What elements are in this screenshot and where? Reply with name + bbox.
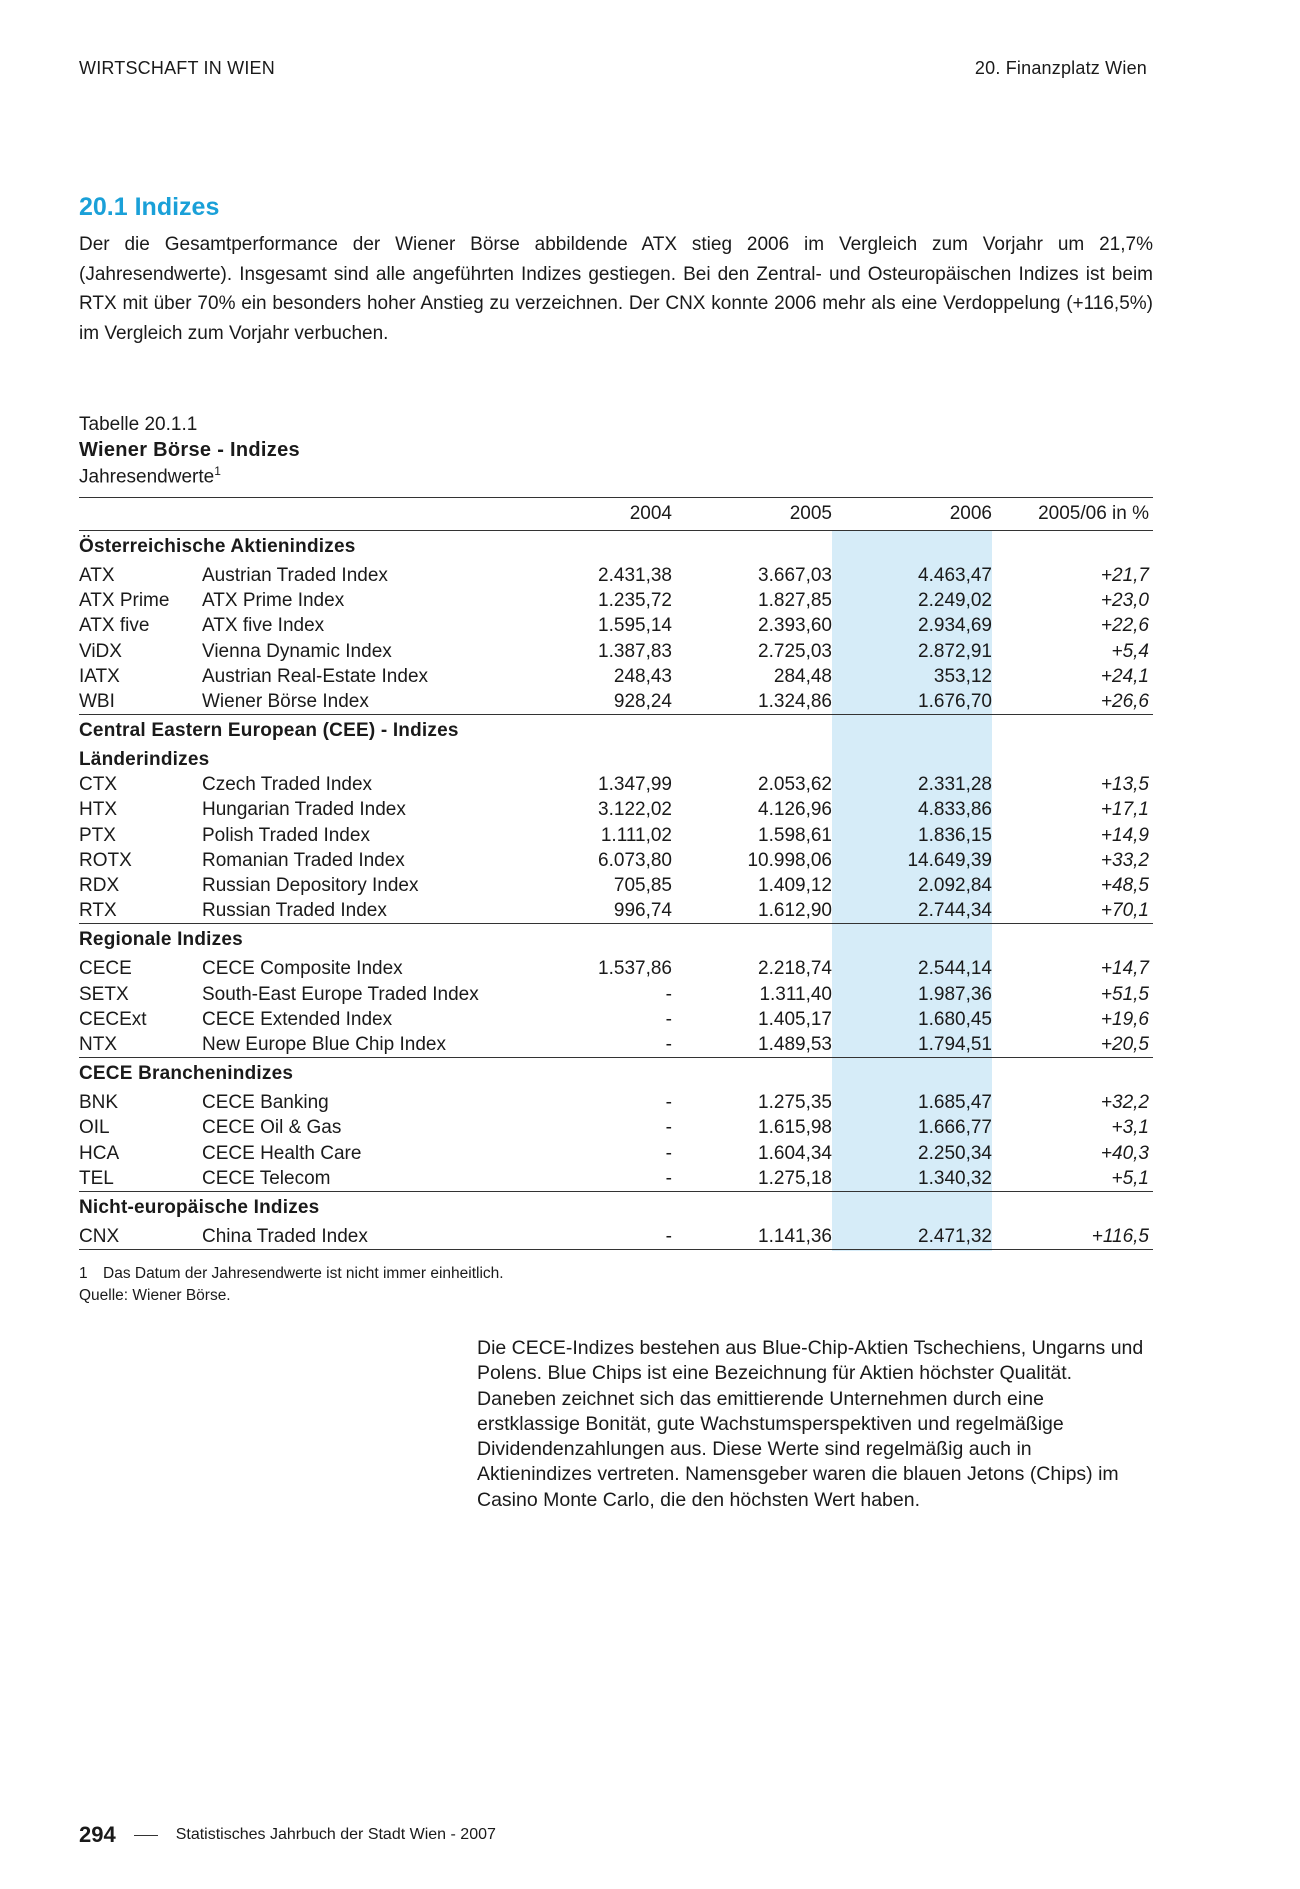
value-2005: 1.615,98	[758, 1117, 832, 1139]
table-row	[79, 1115, 1153, 1140]
value-2004: -	[665, 1167, 672, 1189]
group-heading-row	[79, 531, 1153, 564]
group-heading: Regionale Indizes	[79, 924, 1153, 957]
index-table-container	[79, 497, 1153, 1250]
index-name: CECE Telecom	[202, 1167, 331, 1189]
index-code: RDX	[79, 875, 120, 897]
group-heading: Nicht-europäische Indizes	[79, 1192, 1153, 1225]
index-code: ViDX	[79, 640, 122, 662]
footnote-marker: 1	[214, 464, 221, 478]
table-row	[79, 613, 1153, 638]
change-percent: +3,1	[1111, 1117, 1149, 1139]
index-code: RTX	[79, 900, 117, 922]
group-heading-row	[79, 715, 1153, 748]
index-name: CECE Extended Index	[202, 1008, 393, 1030]
value-2005: 1.604,34	[758, 1142, 832, 1164]
index-code: OIL	[79, 1117, 110, 1139]
value-2005: 284,48	[773, 665, 832, 687]
index-code: SETX	[79, 983, 129, 1005]
value-2006: 1.794,51	[918, 1034, 992, 1056]
value-2004: 1.347,99	[598, 774, 672, 796]
group-heading: CECE Branchenindizes	[79, 1058, 1153, 1091]
value-2004: 928,24	[613, 691, 672, 713]
header-2004: 2004	[577, 498, 676, 531]
index-name: Romanian Traded Index	[202, 849, 405, 871]
change-percent: +51,5	[1100, 983, 1149, 1005]
value-2004: 1.111,02	[600, 824, 672, 846]
value-2004: 705,85	[613, 875, 672, 897]
table-row	[79, 1007, 1153, 1032]
index-code: ROTX	[79, 849, 132, 871]
value-2005: 4.126,96	[758, 799, 832, 821]
table-number: Tabelle 20.1.1	[79, 414, 198, 435]
value-2004: 3.122,02	[598, 799, 672, 821]
change-percent: +22,6	[1100, 615, 1149, 637]
value-2005: 1.311,40	[759, 983, 832, 1005]
index-name: Russian Traded Index	[202, 900, 387, 922]
value-2006: 2.331,28	[918, 774, 992, 796]
value-2004: 248,43	[613, 665, 672, 687]
value-2004: 1.387,83	[598, 640, 672, 662]
index-name: ATX Prime Index	[202, 590, 345, 612]
table-footnotes	[79, 1263, 504, 1307]
group-heading-row	[79, 1192, 1153, 1225]
footnote	[79, 1263, 504, 1285]
change-percent: +19,6	[1100, 1008, 1149, 1030]
value-2005: 1.141,36	[676, 1224, 836, 1250]
index-name: CECE Banking	[202, 1092, 329, 1114]
table-row	[79, 823, 1153, 848]
index-name: CECE Composite Index	[202, 958, 403, 980]
index-code: CECE	[79, 958, 132, 980]
table-body	[79, 531, 1153, 1250]
table-row	[79, 1090, 1153, 1115]
index-name: China Traded Index	[202, 1224, 577, 1250]
index-code: HCA	[79, 1142, 120, 1164]
index-code: TEL	[79, 1167, 114, 1189]
change-percent: +40,3	[1100, 1142, 1149, 1164]
value-2004: 2.431,38	[598, 565, 672, 586]
index-code: ATX	[79, 565, 115, 586]
table-row	[79, 772, 1153, 797]
change-percent: +13,5	[1100, 774, 1149, 796]
index-name: New Europe Blue Chip Index	[202, 1034, 446, 1056]
value-2005: 1.405,17	[758, 1008, 832, 1030]
change-percent: +5,4	[1111, 640, 1149, 662]
value-2005: 10.998,06	[747, 849, 832, 871]
value-2006: 2.934,69	[918, 615, 992, 637]
table-row	[79, 588, 1153, 613]
footer-dash	[134, 1835, 158, 1836]
table-row	[79, 956, 1153, 981]
value-2004: -	[665, 1117, 672, 1139]
value-2004: -	[665, 1008, 672, 1030]
change-percent: +33,2	[1100, 849, 1149, 871]
index-code: CECExt	[79, 1008, 147, 1030]
change-percent: +23,0	[1100, 590, 1149, 612]
value-2005: 1.409,12	[758, 875, 832, 897]
group-heading: Österreichische Aktienindizes	[79, 536, 356, 557]
value-2004: -	[665, 983, 672, 1005]
change-percent: +14,7	[1100, 958, 1149, 980]
group-heading-row	[79, 1058, 1153, 1091]
table-subtitle	[79, 464, 221, 488]
value-2006: 2.250,34	[918, 1142, 992, 1164]
value-2005: 1.612,90	[758, 900, 832, 922]
change-percent: +70,1	[1100, 900, 1149, 922]
table-row	[79, 982, 1153, 1007]
header-change-percent: 2005/06 in %	[996, 498, 1153, 531]
index-name: Hungarian Traded Index	[202, 799, 406, 821]
value-2006: 14.649,39	[907, 849, 992, 871]
change-percent: +17,1	[1100, 799, 1149, 821]
value-2006: 2.471,32	[836, 1224, 996, 1250]
header-2006: 2006	[836, 498, 996, 531]
table-title: Wiener Börse - Indizes	[79, 439, 300, 461]
intro-paragraph: Der die Gesamtperformance der Wiener Börse abbildende ATX stieg 2006 im Vergleich zum Vorjahr um 21,7% (Jahresendwerte). Insgesamt sind alle angeführten Indizes gestiegen. Bei den Zentral- und Osteuropäischen Indizes ist beim RTX mit über 70% ein besonders hoher Anstieg zu verzeichnen. Der CNX konnte 2006 mehr als eine Verdoppelung (+116,5%) im Vergleich zum Vorjahr verbuchen.	[79, 234, 1153, 344]
value-2004: 1.235,72	[598, 590, 672, 612]
index-name: Polish Traded Index	[202, 824, 370, 846]
value-2006: 2.249,02	[918, 590, 992, 612]
table-row	[79, 873, 1153, 898]
table-row	[79, 898, 1153, 924]
source-line: Quelle: Wiener Börse.	[79, 1287, 231, 1304]
table-row	[79, 689, 1153, 715]
change-percent: +24,1	[1100, 665, 1149, 687]
index-name: Austrian Real-Estate Index	[202, 665, 429, 687]
value-2005: 1.275,35	[758, 1092, 832, 1114]
change-percent: +5,1	[1111, 1167, 1149, 1189]
table-row	[79, 1032, 1153, 1058]
footnote-number: 1	[79, 1265, 88, 1282]
header-name	[202, 498, 577, 531]
value-2004: 6.073,80	[598, 849, 672, 871]
value-2005: 2.393,60	[758, 615, 832, 637]
header-code	[79, 498, 202, 531]
index-code: CNX	[79, 1224, 202, 1250]
value-2004: 1.537,86	[598, 958, 672, 980]
table-row	[79, 848, 1153, 873]
table-header-row	[79, 498, 1153, 531]
table-row	[79, 639, 1153, 664]
value-2006: 1.676,70	[918, 691, 992, 713]
header-2005: 2005	[676, 498, 836, 531]
value-2006: 2.092,84	[918, 875, 992, 897]
table-row	[79, 1141, 1153, 1166]
value-2006: 353,12	[933, 665, 992, 687]
index-code: WBI	[79, 691, 115, 713]
info-box-text: Die CECE-Indizes bestehen aus Blue-Chip-Aktien Tschechiens, Ungarns und Polens. Blue Chips ist eine Bezeichnung für Aktien höchster Qualität. Daneben zeichnet sich das emittierende Unternehmen durch eine erstklassige Bonität, gute Wachstumsperspektiven und regelmäßige Dividendenzahlungen aus. Diese Werte sind regelmäßig auch in Aktienindizes vertreten. Namensgeber waren die blauen Jetons (Chips) im Casino Monte Carlo, die den höchsten Wert haben.	[477, 1337, 1144, 1511]
index-name: CECE Health Care	[202, 1142, 362, 1164]
change-percent: +48,5	[1100, 875, 1149, 897]
value-2006: 4.463,47	[918, 565, 992, 586]
value-2004: -	[665, 1092, 672, 1114]
page-number: 294	[79, 1822, 116, 1847]
group-heading: Central Eastern European (CEE) - Indizes	[79, 715, 1153, 748]
table-row	[79, 1224, 1153, 1250]
index-code: ATX Prime	[79, 590, 170, 612]
index-name: ATX five Index	[202, 615, 325, 637]
value-2005: 1.275,18	[758, 1167, 832, 1189]
value-2004: 996,74	[613, 900, 672, 922]
index-code: HTX	[79, 799, 117, 821]
table-row	[79, 797, 1153, 822]
value-2004: -	[665, 1034, 672, 1056]
index-name: Vienna Dynamic Index	[202, 640, 392, 662]
table-row	[79, 563, 1153, 588]
table-subtitle-text: Jahresendwerte	[79, 466, 215, 488]
table-row	[79, 1166, 1153, 1192]
section-title: 20.1 Indizes	[79, 193, 220, 221]
value-2006: 4.833,86	[918, 799, 992, 821]
index-code: NTX	[79, 1034, 117, 1056]
value-2006: 1.987,36	[918, 983, 992, 1005]
value-2005: 2.053,62	[758, 774, 832, 796]
value-2004: -	[577, 1224, 676, 1250]
index-code: PTX	[79, 824, 116, 846]
index-name: Austrian Traded Index	[202, 565, 388, 586]
change-percent: +116,5	[996, 1224, 1153, 1250]
group-heading-row	[79, 924, 1153, 957]
value-2005: 1.489,53	[758, 1034, 832, 1056]
value-2006: 2.544,14	[918, 958, 992, 980]
index-name: CECE Oil & Gas	[202, 1117, 342, 1139]
change-percent: +26,6	[1100, 691, 1149, 713]
value-2006: 2.872,91	[918, 640, 992, 662]
footnote-text: Das Datum der Jahresendwerte ist nicht immer einheitlich.	[103, 1265, 504, 1282]
running-header-left: WIRTSCHAFT IN WIEN	[79, 58, 275, 78]
value-2006: 1.680,45	[918, 1008, 992, 1030]
index-name: Czech Traded Index	[202, 774, 373, 796]
change-percent: +32,2	[1100, 1092, 1149, 1114]
table-row	[79, 664, 1153, 689]
value-2005: 2.725,03	[758, 640, 832, 662]
index-code: ATX five	[79, 615, 150, 637]
group-subheading: Länderindizes	[79, 749, 210, 771]
value-2005: 1.827,85	[758, 590, 832, 612]
value-2004: 1.595,14	[598, 615, 672, 637]
running-header-right: 20. Finanzplatz Wien	[974, 58, 1147, 78]
value-2005: 1.324,86	[758, 691, 832, 713]
page-footer	[79, 1822, 496, 1848]
value-2006: 1.666,77	[918, 1117, 992, 1139]
value-2006: 1.685,47	[918, 1092, 992, 1114]
value-2005: 2.218,74	[758, 958, 832, 980]
publication-title: Statistisches Jahrbuch der Stadt Wien - 2007	[175, 1826, 496, 1843]
index-table	[79, 497, 1153, 1250]
value-2004: -	[665, 1142, 672, 1164]
value-2006: 1.836,15	[918, 824, 992, 846]
value-2006: 2.744,34	[918, 900, 992, 922]
index-code: BNK	[79, 1092, 119, 1114]
change-percent: +14,9	[1100, 824, 1149, 846]
change-percent: +20,5	[1100, 1034, 1149, 1056]
change-percent: +21,7	[1100, 565, 1149, 586]
index-code: IATX	[79, 665, 120, 687]
value-2006: 1.340,32	[918, 1167, 992, 1189]
index-name: Wiener Börse Index	[202, 691, 369, 713]
index-code: CTX	[79, 774, 117, 796]
group-subheading-row	[79, 747, 1153, 772]
index-name: South-East Europe Traded Index	[202, 983, 479, 1005]
index-name: Russian Depository Index	[202, 875, 419, 897]
value-2005: 3.667,03	[758, 565, 832, 586]
value-2005: 1.598,61	[758, 824, 832, 846]
